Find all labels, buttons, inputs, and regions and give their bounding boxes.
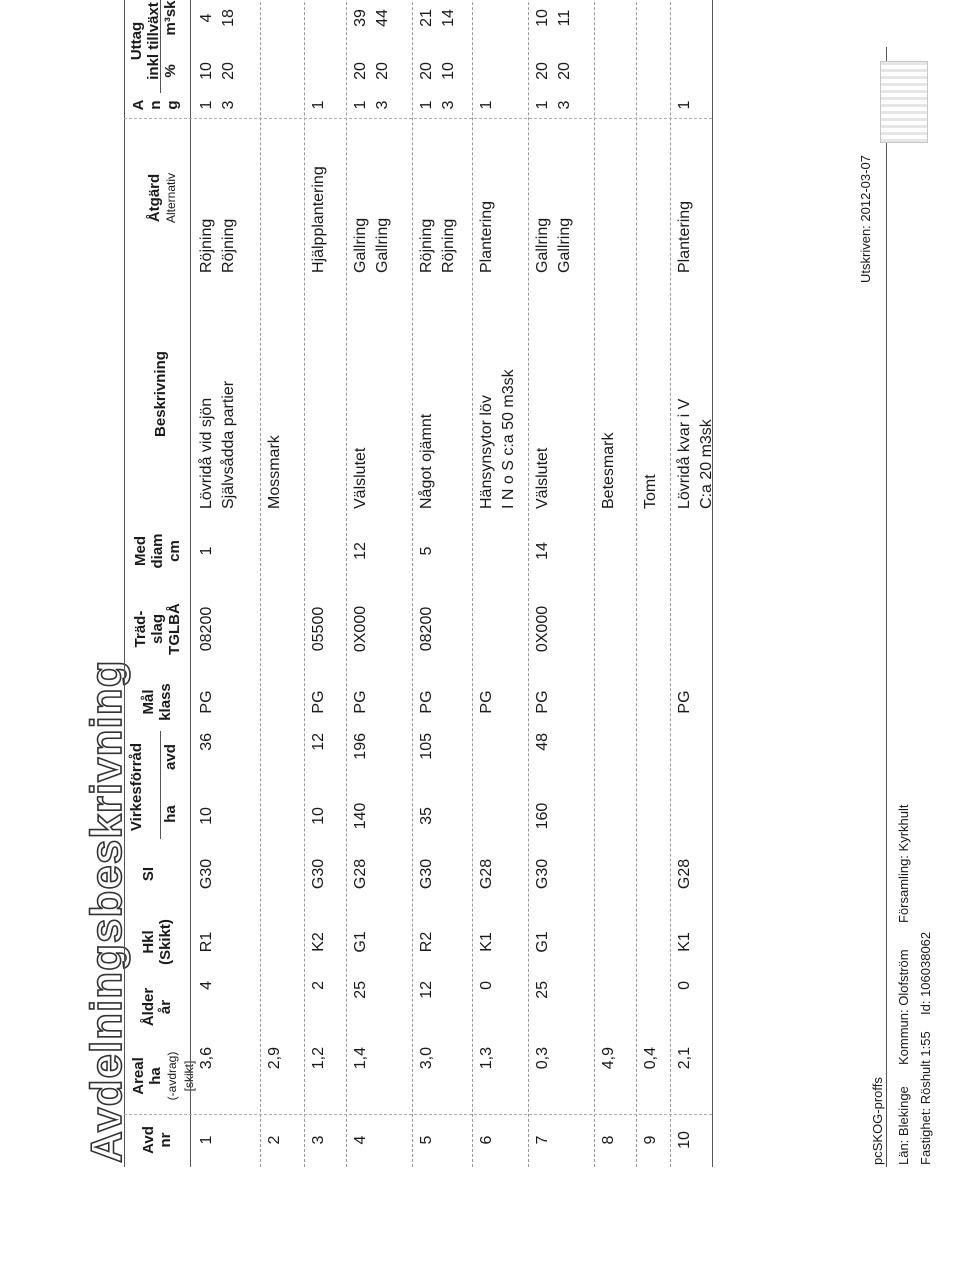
header-beskrivning: Beskrivning — [152, 351, 169, 437]
row-4-si: G28 — [352, 858, 369, 890]
row-4-mal: PG — [352, 690, 369, 714]
row-8-areal: 4,9 — [600, 1047, 617, 1070]
row-7-m3-1: 11 — [556, 9, 573, 27]
row-9-areal: 0,4 — [642, 1047, 659, 1070]
row-1-besk-1: Självsådda partier — [220, 380, 237, 509]
row-1-atg-1: Röjning — [220, 218, 237, 273]
row-7-ang-0: 1 — [534, 100, 551, 110]
row-5-alder: 12 — [418, 981, 435, 999]
row-2-avd: 2 — [266, 1135, 283, 1145]
row-3-atg-0: Hjälpplantering — [310, 166, 327, 273]
header-tradslag-line-2: TGLBÅ — [166, 603, 183, 655]
row-4-m3-0: 39 — [352, 9, 369, 27]
printer-mark — [880, 61, 928, 143]
row-6-areal: 1,3 — [478, 1047, 495, 1070]
header-tradslag-line-0: Träd- — [132, 610, 149, 648]
row-4-trad: 0X000 — [352, 605, 369, 653]
header-avd-line-0: Avd — [140, 1126, 157, 1154]
row-7-atg-0: Gallring — [534, 217, 551, 273]
row-1-ang-1: 3 — [220, 100, 237, 110]
row-3-alder: 2 — [310, 981, 327, 990]
row-7-diam: 14 — [534, 542, 551, 560]
row-10-ang-0: 1 — [676, 100, 693, 110]
row-7-pct-0: 20 — [534, 62, 551, 80]
header-meddiam-line-2: cm — [166, 540, 183, 562]
row-separator-4 — [412, 0, 413, 1167]
row-1-ang-0: 1 — [198, 100, 215, 110]
row-3-trad: 05500 — [310, 606, 327, 652]
header-top-rule — [124, 0, 125, 1167]
footer-software: pcSKOG-proffs — [870, 1077, 885, 1165]
row-4-pct-0: 20 — [352, 62, 369, 80]
row-6-mal: PG — [478, 690, 495, 714]
row-4-besk-0: Välslutet — [352, 447, 369, 509]
row-6-hkl: K1 — [478, 932, 495, 952]
row-4-pct-1: 20 — [374, 62, 391, 80]
row-9-avd: 9 — [642, 1135, 659, 1145]
header-malklass-line-1: klass — [157, 683, 174, 721]
row-7-areal: 0,3 — [534, 1047, 551, 1070]
column-rule-1 — [124, 118, 712, 119]
header-uttag-pct: % — [162, 64, 179, 78]
row-7-si: G30 — [534, 858, 551, 890]
row-4-m3-1: 44 — [374, 9, 391, 27]
header-virkesforrad: Virkesförråd — [128, 742, 145, 832]
row-1-vf-avd: 36 — [198, 733, 215, 751]
row-7-besk-0: Välslutet — [534, 447, 551, 509]
row-7-vf-ha: 160 — [534, 802, 551, 830]
row-1-m3-0: 4 — [198, 13, 215, 23]
row-2-areal: 2,9 — [266, 1047, 283, 1070]
header-avd-line-1: nr — [157, 1132, 174, 1148]
header-atgard: Åtgärd — [146, 173, 163, 223]
row-4-avd: 4 — [352, 1135, 369, 1145]
header-hkl-line-1: (Skikt) — [157, 919, 174, 965]
row-1-trad: 08200 — [198, 606, 215, 652]
row-1-atg-0: Röjning — [198, 218, 215, 273]
row-4-areal: 1,4 — [352, 1047, 369, 1070]
row-7-trad: 0X000 — [534, 605, 551, 653]
row-10-areal: 2,1 — [676, 1047, 693, 1070]
row-separator-2 — [304, 0, 305, 1167]
row-5-pct-1: 10 — [440, 62, 457, 80]
footer-kommun: Kommun: Olofström — [896, 949, 911, 1065]
header-tradslag-line-1: slag — [149, 614, 166, 645]
row-10-mal: PG — [676, 690, 693, 714]
row-5-vf-ha: 35 — [418, 807, 435, 825]
row-8-avd: 8 — [600, 1135, 617, 1145]
row-5-trad: 08200 — [418, 606, 435, 652]
footer-fastighet: Fastighet: Röshult 1:55 — [918, 1031, 933, 1165]
row-10-besk-1: C:a 20 m3sk — [698, 419, 715, 509]
row-1-vf-ha: 10 — [198, 807, 215, 825]
footer-lan: Län: Blekinge — [896, 1086, 911, 1165]
header-areal-line-0: Areal — [130, 1057, 147, 1095]
footer-id: Id: 106038062 — [918, 931, 933, 1015]
header-ang-line-2: g — [164, 100, 181, 110]
row-5-m3-1: 14 — [440, 9, 457, 27]
row-1-alder: 4 — [198, 981, 215, 990]
row-4-atg-0: Gallring — [352, 217, 369, 273]
row-1-si: G30 — [198, 858, 215, 890]
row-5-atg-0: Röjning — [418, 218, 435, 273]
row-7-atg-1: Gallring — [556, 217, 573, 273]
row-separator-6 — [528, 0, 529, 1167]
row-separator-7 — [594, 0, 595, 1167]
footer-utskriven: Utskriven: 2012-03-07 — [858, 155, 873, 283]
row-5-diam: 5 — [418, 546, 435, 556]
header-alder-line-0: Ålder — [140, 987, 157, 1027]
row-3-ang-0: 1 — [310, 100, 327, 110]
header-meddiam-line-1: diam — [149, 533, 166, 569]
row-5-m3-0: 21 — [418, 9, 435, 27]
row-separator-9 — [670, 0, 671, 1167]
virkesforrad-rule — [160, 731, 161, 839]
table-bottom-rule — [712, 0, 713, 1167]
row-1-diam: 1 — [198, 546, 215, 556]
row-5-areal: 3,0 — [418, 1047, 435, 1070]
row-7-mal: PG — [534, 690, 551, 714]
row-4-diam: 12 — [352, 542, 369, 560]
row-4-vf-avd: 196 — [352, 733, 369, 760]
row-3-vf-ha: 10 — [310, 807, 327, 825]
row-3-mal: PG — [310, 690, 327, 714]
header-malklass-line-0: Mål — [140, 689, 157, 715]
row-1-pct-1: 20 — [220, 62, 237, 80]
header-atgard-alternativ: Alternativ — [164, 172, 178, 224]
row-6-si: G28 — [478, 858, 495, 890]
row-7-hkl: G1 — [534, 931, 551, 953]
row-7-alder: 25 — [534, 981, 551, 999]
row-1-m3-1: 18 — [220, 9, 237, 27]
row-10-si: G28 — [676, 858, 693, 890]
row-7-m3-0: 10 — [534, 9, 551, 27]
row-1-pct-0: 10 — [198, 62, 215, 80]
column-rule-0 — [124, 1114, 712, 1115]
row-4-ang-0: 1 — [352, 100, 369, 110]
header-alder-line-1: år — [157, 999, 174, 1015]
row-1-besk-0: Lövridå vid sjön — [198, 397, 215, 509]
row-5-mal: PG — [418, 690, 435, 714]
row-4-hkl: G1 — [352, 931, 369, 953]
row-5-vf-avd: 105 — [418, 733, 435, 760]
header-areal-line-3: [skikt] — [182, 1060, 196, 1092]
row-6-besk-1: I N o S c:a 50 m3sk — [500, 369, 517, 509]
row-7-ang-1: 3 — [556, 100, 573, 110]
row-10-hkl: K1 — [676, 932, 693, 952]
header-si: SI — [140, 866, 157, 882]
header-vf-avd: avd — [162, 744, 179, 770]
row-separator-8 — [636, 0, 637, 1167]
row-5-ang-0: 1 — [418, 100, 435, 110]
row-10-besk-0: Lövridå kvar i V — [676, 398, 693, 509]
row-1-mal: PG — [198, 690, 215, 714]
header-uttag-sub: inkl tillväxt — [145, 2, 162, 80]
header-bottom-rule — [190, 0, 191, 1167]
header-uttag-m3: m³sk — [162, 0, 179, 36]
footer-forsamling: Församling: Kyrkhult — [896, 804, 911, 923]
row-6-atg-0: Plantering — [478, 200, 495, 273]
row-3-avd: 3 — [310, 1135, 327, 1145]
header-ang-line-0: A — [130, 99, 147, 111]
header-meddiam-line-0: Med — [132, 536, 149, 566]
row-3-vf-avd: 12 — [310, 733, 327, 751]
row-4-ang-1: 3 — [374, 100, 391, 110]
row-1-areal: 3,6 — [198, 1047, 215, 1070]
row-10-atg-0: Plantering — [676, 200, 693, 273]
row-6-alder: 0 — [478, 981, 495, 990]
row-8-besk-0: Betesmark — [600, 432, 617, 509]
row-7-pct-1: 20 — [556, 62, 573, 80]
row-3-areal: 1,2 — [310, 1047, 327, 1070]
row-3-si: G30 — [310, 858, 327, 890]
row-2-besk-0: Mossmark — [266, 435, 283, 509]
row-6-besk-0: Hänsynsytor löv — [478, 395, 495, 509]
row-1-hkl: R1 — [198, 931, 215, 953]
header-uttag: Uttag — [128, 21, 145, 61]
header-vf-ha: ha — [162, 805, 179, 823]
row-6-avd: 6 — [478, 1135, 495, 1145]
header-hkl-line-0: Hkl — [140, 930, 157, 954]
row-separator-1 — [260, 0, 261, 1167]
header-ang-line-1: n — [147, 100, 164, 110]
row-5-avd: 5 — [418, 1135, 435, 1145]
row-9-besk-0: Tomt — [642, 474, 659, 509]
row-6-ang-0: 1 — [478, 100, 495, 110]
row-5-pct-0: 20 — [418, 62, 435, 80]
row-separator-5 — [472, 0, 473, 1167]
page-title: Avdelningsbeskrivning — [82, 659, 131, 1163]
uttag-rule — [160, 0, 161, 93]
row-1-avd: 1 — [198, 1135, 215, 1145]
row-5-si: G30 — [418, 858, 435, 890]
row-7-vf-avd: 48 — [534, 733, 551, 751]
row-7-avd: 7 — [534, 1135, 551, 1145]
header-areal-line-2: (-avdrag) — [165, 1051, 179, 1101]
row-4-atg-1: Gallring — [374, 217, 391, 273]
row-4-alder: 25 — [352, 981, 369, 999]
row-3-hkl: K2 — [310, 932, 327, 952]
header-areal-line-1: ha — [147, 1067, 164, 1085]
row-5-besk-0: Något ojämnt — [418, 413, 435, 509]
footer-rule — [886, 47, 887, 1167]
row-5-hkl: R2 — [418, 931, 435, 953]
row-4-vf-ha: 140 — [352, 802, 369, 830]
row-10-avd: 10 — [676, 1131, 693, 1149]
row-10-alder: 0 — [676, 981, 693, 990]
row-5-ang-1: 3 — [440, 100, 457, 110]
row-separator-3 — [346, 0, 347, 1167]
row-5-atg-1: Röjning — [440, 218, 457, 273]
